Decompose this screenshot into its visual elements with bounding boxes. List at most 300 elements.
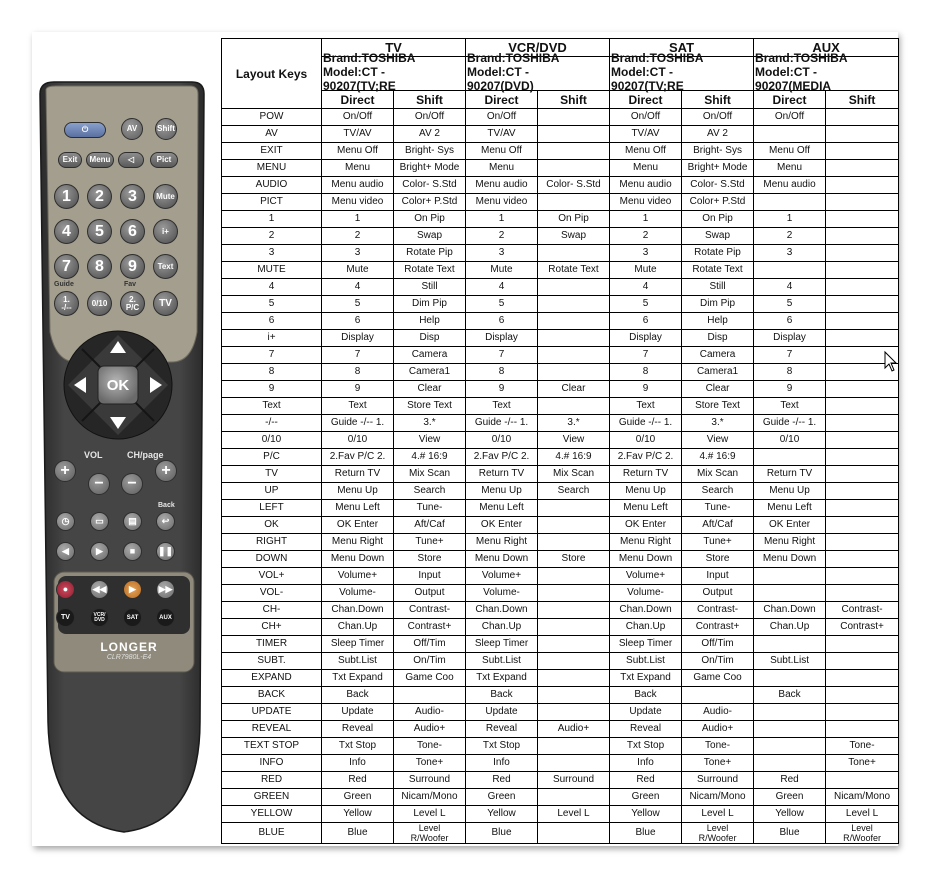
forward-button[interactable]: [90, 542, 109, 561]
function-cell: [538, 160, 610, 177]
function-cell: Level L: [538, 806, 610, 823]
function-cell: Color- S.Std: [538, 177, 610, 194]
function-cell: 0/10: [466, 432, 538, 449]
function-cell: Menu audio: [322, 177, 394, 194]
function-cell: [682, 687, 754, 704]
forward-icon: ▶: [96, 546, 103, 556]
num-6-button[interactable]: 6: [120, 219, 145, 244]
function-cell: [394, 687, 466, 704]
function-cell: Menu: [322, 160, 394, 177]
table-row: [222, 551, 899, 568]
function-cell: Display: [466, 330, 538, 347]
ok-button[interactable]: OK: [106, 376, 130, 394]
function-cell: Yellow: [466, 806, 538, 823]
function-cell: 3: [754, 245, 826, 262]
function-cell: Sleep Timer: [322, 636, 394, 653]
sub-header-direct: Direct: [754, 91, 826, 109]
function-cell: Clear: [394, 381, 466, 398]
function-cell: [826, 551, 899, 568]
function-cell: Back: [754, 687, 826, 704]
num-7-button[interactable]: 7: [54, 254, 79, 279]
function-cell: TV/AV: [610, 126, 682, 143]
layout-keys-table-container: [221, 38, 898, 844]
function-cell: 7: [466, 347, 538, 364]
function-cell: [538, 670, 610, 687]
function-cell: Bright+ Mode: [682, 160, 754, 177]
function-cell: Text: [754, 398, 826, 415]
function-cell: 6: [322, 313, 394, 330]
function-cell: Tune-: [682, 500, 754, 517]
layout-key-cell: RED: [222, 772, 322, 789]
function-cell: Nicam/Mono: [682, 789, 754, 806]
function-cell: Output: [682, 585, 754, 602]
record-button[interactable]: [56, 580, 75, 599]
function-cell: [826, 585, 899, 602]
sub-header-shift: Shift: [826, 91, 899, 109]
table-row: [222, 687, 899, 704]
function-cell: [826, 262, 899, 279]
function-cell: Back: [466, 687, 538, 704]
function-cell: Info: [466, 755, 538, 772]
function-cell: Nicam/Mono: [826, 789, 899, 806]
function-cell: Audio+: [538, 721, 610, 738]
function-cell: Bright+ Mode: [394, 160, 466, 177]
function-cell: 3: [322, 245, 394, 262]
function-cell: Volume-: [322, 585, 394, 602]
fast-rewind-button[interactable]: [90, 580, 109, 599]
function-cell: Green: [754, 789, 826, 806]
function-cell: On Pip: [682, 211, 754, 228]
layout-key-cell: GREEN: [222, 789, 322, 806]
function-cell: TV/AV: [322, 126, 394, 143]
function-cell: [538, 143, 610, 160]
function-cell: Store: [394, 551, 466, 568]
device-tv-button[interactable]: TV: [56, 608, 75, 627]
num-8-button[interactable]: 8: [87, 254, 112, 279]
function-cell: Menu Up: [322, 483, 394, 500]
function-cell: 0/10: [610, 432, 682, 449]
function-cell: Txt Expand: [466, 670, 538, 687]
function-cell: [538, 279, 610, 296]
function-cell: [754, 568, 826, 585]
table-row: [222, 398, 899, 415]
ch-plus-button[interactable]: +: [155, 460, 177, 482]
zero-ten-button[interactable]: 0/10: [87, 291, 112, 316]
table-row: [222, 279, 899, 296]
function-cell: [826, 568, 899, 585]
function-cell: Chan.Down: [754, 602, 826, 619]
function-cell: On/Tim: [394, 653, 466, 670]
function-cell: [826, 381, 899, 398]
function-cell: Chan.Up: [610, 619, 682, 636]
guide-label: Guide: [54, 281, 74, 288]
function-cell: Menu Left: [610, 500, 682, 517]
function-cell: Yellow: [610, 806, 682, 823]
function-cell: Mute: [322, 262, 394, 279]
function-cell: Mix Scan: [538, 466, 610, 483]
function-cell: Search: [394, 483, 466, 500]
dash-button[interactable]: 1. -/--: [54, 291, 79, 316]
expand-icon: ▤: [128, 516, 137, 526]
function-cell: Rotate Pip: [682, 245, 754, 262]
function-cell: Dim Pip: [682, 296, 754, 313]
table-row: [222, 432, 899, 449]
table-row: [222, 823, 899, 844]
function-cell: Color- S.Std: [394, 177, 466, 194]
table-row: [222, 789, 899, 806]
function-cell: Tone-: [394, 738, 466, 755]
function-cell: [826, 330, 899, 347]
function-cell: [826, 534, 899, 551]
table-row: [222, 704, 899, 721]
function-cell: [826, 670, 899, 687]
function-cell: Menu Left: [754, 500, 826, 517]
function-cell: Blue: [754, 823, 826, 844]
table-row: [222, 466, 899, 483]
function-cell: Red: [466, 772, 538, 789]
function-cell: Blue: [322, 823, 394, 844]
num-9-button[interactable]: 9: [120, 254, 145, 279]
num-1-button[interactable]: 1: [54, 184, 79, 209]
table-row: [222, 449, 899, 466]
function-cell: Input: [394, 568, 466, 585]
power-icon: ⏻: [81, 125, 89, 134]
sub-header-direct: Direct: [610, 91, 682, 109]
function-cell: Menu audio: [466, 177, 538, 194]
function-cell: [754, 585, 826, 602]
layout-key-cell: INFO: [222, 755, 322, 772]
device-info-tv: Brand:TOSHIBA Model:CT - 90207(TV;RE: [322, 57, 466, 91]
function-cell: Level R/Woofer: [682, 823, 754, 844]
function-cell: View: [538, 432, 610, 449]
table-row: [222, 109, 899, 126]
device-vcrdvd-button[interactable]: VCR/ DVD: [90, 608, 109, 627]
function-cell: Camera: [394, 347, 466, 364]
exit-button[interactable]: Exit: [58, 152, 82, 168]
table-row: [222, 483, 899, 500]
function-cell: [538, 364, 610, 381]
function-cell: [826, 449, 899, 466]
layout-key-cell: 0/10: [222, 432, 322, 449]
layout-key-cell: 9: [222, 381, 322, 398]
text-button[interactable]: Text: [153, 254, 178, 279]
record-icon: ●: [62, 584, 69, 594]
num-3-button[interactable]: 3: [120, 184, 145, 209]
menu-button[interactable]: Menu: [86, 152, 114, 168]
function-cell: Menu Down: [610, 551, 682, 568]
function-cell: Aft/Caf: [394, 517, 466, 534]
function-cell: Level L: [682, 806, 754, 823]
table-row: [222, 585, 899, 602]
vol-plus-button[interactable]: +: [54, 460, 76, 482]
function-cell: Menu Off: [754, 143, 826, 160]
function-cell: Volume+: [466, 568, 538, 585]
function-cell: [826, 772, 899, 789]
table-row: [222, 143, 899, 160]
function-cell: [826, 194, 899, 211]
function-cell: OK Enter: [610, 517, 682, 534]
function-cell: [826, 177, 899, 194]
mute-button[interactable]: Mute: [153, 184, 178, 209]
pc-button[interactable]: 2. P/C: [120, 291, 145, 316]
play-icon: ▶: [129, 584, 136, 594]
info-plus-button[interactable]: i+: [153, 219, 178, 244]
function-cell: TV/AV: [466, 126, 538, 143]
layout-key-cell: P/C: [222, 449, 322, 466]
function-cell: Guide -/-- 1.: [754, 415, 826, 432]
function-cell: Level R/Woofer: [394, 823, 466, 844]
function-cell: Green: [610, 789, 682, 806]
function-cell: Info: [610, 755, 682, 772]
function-cell: [754, 449, 826, 466]
function-cell: Txt Stop: [322, 738, 394, 755]
function-cell: 5: [466, 296, 538, 313]
function-cell: Color+ P.Std: [682, 194, 754, 211]
table-row: [222, 602, 899, 619]
table-row: [222, 313, 899, 330]
layout-key-cell: DOWN: [222, 551, 322, 568]
function-cell: Contrast-: [682, 602, 754, 619]
function-cell: [538, 823, 610, 844]
function-cell: View: [682, 432, 754, 449]
function-cell: Camera1: [394, 364, 466, 381]
function-cell: Red: [610, 772, 682, 789]
layout-key-cell: TEXT STOP: [222, 738, 322, 755]
layout-key-cell: 3: [222, 245, 322, 262]
function-cell: [538, 585, 610, 602]
table-row: [222, 517, 899, 534]
fast-forward-button[interactable]: [156, 580, 175, 599]
shift-button[interactable]: Shift: [155, 118, 177, 140]
function-cell: Audio-: [682, 704, 754, 721]
expand-button[interactable]: [123, 512, 142, 531]
function-cell: 2: [322, 228, 394, 245]
function-cell: 5: [322, 296, 394, 313]
layout-keys-table: [221, 38, 899, 844]
layout-key-cell: LEFT: [222, 500, 322, 517]
back-label: Back: [158, 502, 175, 509]
power-button[interactable]: [64, 122, 106, 138]
device-header-tv: TV: [322, 39, 466, 57]
function-cell: 9: [322, 381, 394, 398]
function-cell: 5: [610, 296, 682, 313]
clock-icon: ◷: [61, 516, 70, 526]
function-cell: [538, 738, 610, 755]
function-cell: Store Text: [394, 398, 466, 415]
function-cell: Update: [322, 704, 394, 721]
back-button[interactable]: [156, 512, 175, 531]
device-sat-button[interactable]: SAT: [123, 608, 142, 627]
function-cell: 6: [610, 313, 682, 330]
layout-keys-header: Layout Keys: [222, 39, 322, 109]
function-cell: Tone-: [682, 738, 754, 755]
function-cell: Display: [754, 330, 826, 347]
function-cell: [826, 228, 899, 245]
function-cell: OK Enter: [322, 517, 394, 534]
table-row: [222, 211, 899, 228]
function-cell: [826, 109, 899, 126]
num-5-button[interactable]: 5: [87, 219, 112, 244]
function-cell: [826, 653, 899, 670]
function-cell: On/Off: [754, 109, 826, 126]
function-cell: 1: [754, 211, 826, 228]
function-cell: Surround: [394, 772, 466, 789]
audio-button[interactable]: [118, 152, 144, 168]
function-cell: 2.Fav P/C 2.: [322, 449, 394, 466]
function-cell: 8: [754, 364, 826, 381]
subtitle-button[interactable]: [90, 512, 109, 531]
layout-key-cell: PICT: [222, 194, 322, 211]
function-cell: 2: [610, 228, 682, 245]
tv-button[interactable]: TV: [153, 291, 178, 316]
function-cell: Chan.Up: [466, 619, 538, 636]
chpage-label: CH/page: [127, 450, 164, 460]
back-arrow-icon: ↩: [161, 516, 170, 526]
function-cell: [826, 398, 899, 415]
table-row: [222, 534, 899, 551]
function-cell: OK Enter: [754, 517, 826, 534]
function-cell: 9: [754, 381, 826, 398]
num-2-button[interactable]: 2: [87, 184, 112, 209]
device-header-aux: AUX: [754, 39, 899, 57]
stop-button[interactable]: [123, 542, 142, 561]
num-4-button[interactable]: 4: [54, 219, 79, 244]
function-cell: Color- S.Std: [682, 177, 754, 194]
layout-key-cell: UP: [222, 483, 322, 500]
function-cell: Menu Right: [466, 534, 538, 551]
function-cell: Green: [466, 789, 538, 806]
function-cell: Still: [682, 279, 754, 296]
function-cell: Return TV: [610, 466, 682, 483]
sub-header-shift: Shift: [682, 91, 754, 109]
function-cell: [826, 517, 899, 534]
function-cell: 4.# 16:9: [394, 449, 466, 466]
function-cell: Menu Off: [322, 143, 394, 160]
function-cell: 5: [754, 296, 826, 313]
stop-icon: ■: [129, 546, 136, 556]
function-cell: AV 2: [394, 126, 466, 143]
device-info-sat: Brand:TOSHIBA Model:CT - 90207(TV;RE: [610, 57, 754, 91]
rewind-icon: ◀: [62, 546, 69, 556]
remote-control-image: [32, 32, 225, 846]
function-cell: OK Enter: [466, 517, 538, 534]
function-cell: Output: [394, 585, 466, 602]
play-button[interactable]: [123, 580, 142, 599]
layout-key-cell: VOL+: [222, 568, 322, 585]
table-body: [222, 109, 899, 844]
table-row: [222, 381, 899, 398]
function-cell: Menu Left: [466, 500, 538, 517]
function-cell: On/Tim: [682, 653, 754, 670]
function-cell: Display: [322, 330, 394, 347]
vol-minus-button[interactable]: −: [88, 473, 110, 495]
function-cell: 7: [754, 347, 826, 364]
function-cell: 2: [466, 228, 538, 245]
function-cell: Off/Tim: [682, 636, 754, 653]
function-cell: 2: [754, 228, 826, 245]
timer-button[interactable]: [56, 512, 75, 531]
function-cell: Tune+: [394, 534, 466, 551]
function-cell: Menu: [610, 160, 682, 177]
function-cell: Camera: [682, 347, 754, 364]
function-cell: Swap: [394, 228, 466, 245]
function-cell: [538, 517, 610, 534]
function-cell: Volume-: [466, 585, 538, 602]
function-cell: Volume-: [610, 585, 682, 602]
function-cell: [538, 194, 610, 211]
function-cell: Menu Down: [754, 551, 826, 568]
remote-model-label: CLR7980L-E4: [106, 654, 152, 661]
table-row: [222, 738, 899, 755]
layout-key-cell: Text: [222, 398, 322, 415]
function-cell: Clear: [538, 381, 610, 398]
function-cell: Chan.Up: [754, 619, 826, 636]
rewind-epg-button[interactable]: [56, 542, 75, 561]
function-cell: Aft/Caf: [682, 517, 754, 534]
function-cell: Sleep Timer: [610, 636, 682, 653]
function-cell: [538, 704, 610, 721]
function-cell: On Pip: [394, 211, 466, 228]
function-cell: Off/Tim: [394, 636, 466, 653]
layout-key-cell: TIMER: [222, 636, 322, 653]
layout-key-cell: SUBT.: [222, 653, 322, 670]
function-cell: [826, 466, 899, 483]
function-cell: Guide -/-- 1.: [610, 415, 682, 432]
function-cell: Menu Down: [322, 551, 394, 568]
function-cell: 1: [610, 211, 682, 228]
function-cell: Contrast-: [394, 602, 466, 619]
function-cell: Tone+: [826, 755, 899, 772]
pause-button[interactable]: [156, 542, 175, 561]
function-cell: Menu Down: [466, 551, 538, 568]
function-cell: Rotate Text: [538, 262, 610, 279]
layout-key-cell: 5: [222, 296, 322, 313]
function-cell: [826, 126, 899, 143]
layout-key-cell: OK: [222, 517, 322, 534]
function-cell: Volume+: [610, 568, 682, 585]
device-aux-button[interactable]: AUX: [156, 608, 175, 627]
function-cell: Tone-: [826, 738, 899, 755]
function-cell: AV 2: [682, 126, 754, 143]
function-cell: Chan.Down: [610, 602, 682, 619]
layout-key-cell: 8: [222, 364, 322, 381]
function-cell: Menu audio: [754, 177, 826, 194]
layout-key-cell: AUDIO: [222, 177, 322, 194]
function-cell: 4.# 16:9: [538, 449, 610, 466]
function-cell: On/Off: [322, 109, 394, 126]
table-row: [222, 670, 899, 687]
pict-button[interactable]: Pict: [150, 152, 178, 168]
function-cell: Mute: [466, 262, 538, 279]
layout-key-cell: 2: [222, 228, 322, 245]
function-cell: Reveal: [322, 721, 394, 738]
remote-brand-logo: LONGER: [100, 640, 158, 654]
av-button[interactable]: AV: [121, 118, 143, 140]
layout-key-cell: EXIT: [222, 143, 322, 160]
function-cell: Chan.Down: [466, 602, 538, 619]
function-cell: 3.*: [538, 415, 610, 432]
function-cell: [754, 262, 826, 279]
function-cell: Audio+: [394, 721, 466, 738]
function-cell: Menu: [466, 160, 538, 177]
layout-key-cell: i+: [222, 330, 322, 347]
layout-key-cell: POW: [222, 109, 322, 126]
function-cell: Menu Off: [466, 143, 538, 160]
layout-key-cell: BLUE: [222, 823, 322, 844]
function-cell: [538, 534, 610, 551]
function-cell: 4: [610, 279, 682, 296]
ch-minus-button[interactable]: −: [121, 473, 143, 495]
